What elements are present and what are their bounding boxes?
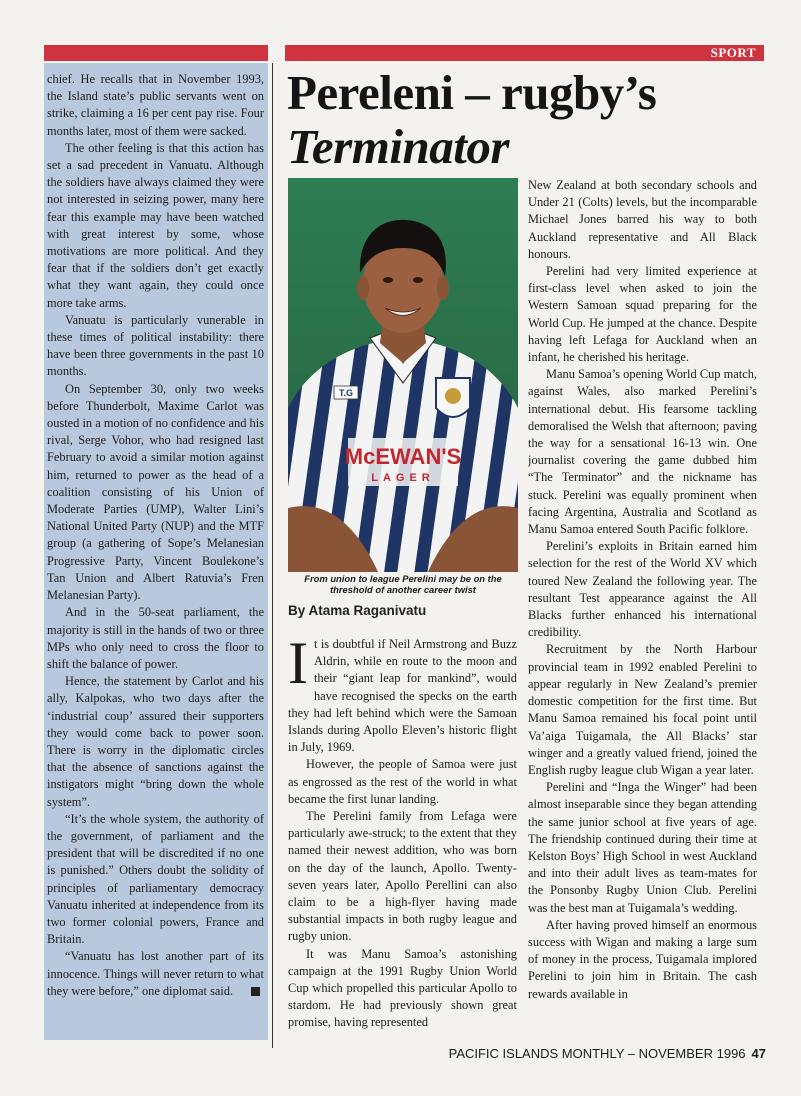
article-paragraph: New Zealand at both secondary schools and Under 21 (Colts) levels, but the incomparable Michael Jones barred his way to both Auckland representative and All Black honours. xyxy=(528,178,757,261)
sidebar-paragraph: The other feeling is that this action has set a sad precedent in Vanuatu. Although the soldiers have always claimed they were not interested in seizing power, many here fear this example may have been watched with great interest by some, whose motivations are more political. And they fear that if the soldiers don’t get exactly what they want again, they could once more take arms. xyxy=(47,140,264,310)
photo-caption: From union to league Perelini may be on the threshold of another career twist xyxy=(304,573,502,595)
article-paragraph: The Perelini family from Lefaga were particularly awe-struck; to the extent that they named their newest addition, who was born on the day of the launch, Apollo. Twenty-seven years later, Apollo Perellini can also claim to be a high-flyer having made substantial impacts in both rugby league and rugby union. xyxy=(288,809,517,944)
headline-line-2: Terminator xyxy=(287,119,509,174)
article-paragraph: Recruitment by the North Harbour provincial team in 1992 enabled Perelini to appear regularly in New Zealand’s premier domestic competition for the first time. But Manu Samoa remained his focal point until Va’aiga Tuigamala, the All Blacks’ star winger and a greatly valued friend, joined the English rugby league club Wigan a year later. xyxy=(528,642,757,777)
article-paragraph: After having proved himself an enormous success with Wigan and making a large sum of money in the process, Tuigamala implored Perelini to join him in Britain. The cash rewards available in xyxy=(528,917,757,1001)
sidebar-paragraph: chief. He recalls that in November 1993, the Island state’s public servants went on strike, claiming a 16 per cent pay rise. Four months later, most of them were sacked. xyxy=(47,72,264,138)
article-paragraph xyxy=(288,636,517,756)
sidebar-paragraph: On September 30, only two weeks before Thunderbolt, Maxime Carlot was ousted in a motion of no confidence and his rival, Serge Vohor, who had resigned last February to avoid a similar motion against him, returned to power as the head of a coalition consisting of his Union of Moderate Parties (UMP), Walter Lini’s National United Party (NUP) and the MTF group (a gathering of Sope’s Melanesian Progressive Party, Vincent Boulekone’s Tan Union and Albert Ratuvia’s Fren Melanesian Party). xyxy=(47,381,264,603)
page-footer xyxy=(440,1046,766,1061)
sidebar-paragraph: Hence, the statement by Carlot and his ally, Kalpokas, who two days after the ‘industrial coup’ assured their supporters they would come back to power soon. There is worry in the diplomatic circles that the absence of sanctions against the instigators might “bring down the whole system”. xyxy=(47,674,264,809)
player-photo xyxy=(288,178,518,572)
drop-cap: I xyxy=(288,636,308,696)
sidebar-paragraph: “It’s the whole system, the authority of the government, of parliament and the president that will be discredited if no one is punished.” Others doubt the solidity of principles of parliamentary democracy Vanuatu inherited at independence from its two former colonial powers, France and Britain. xyxy=(47,811,264,947)
headline-line-1: Pereleni – rugby’s xyxy=(287,65,657,120)
page-number: 47 xyxy=(751,1046,766,1061)
section-label: SPORT xyxy=(710,45,756,60)
jersey-sponsor-text: McEWAN'S xyxy=(344,444,462,469)
footer-publication: PACIFIC ISLANDS MONTHLY – NOVEMBER 1996 xyxy=(448,1046,746,1061)
jersey-sub-text: LAGER xyxy=(371,472,435,484)
article-column-right xyxy=(528,177,757,1047)
article-column-middle xyxy=(288,636,517,1046)
sidebar-article xyxy=(44,63,268,1040)
end-of-article-mark xyxy=(251,987,260,996)
section-header-bar xyxy=(285,45,764,61)
article-paragraph: It was Manu Samoa’s astonishing campaign at the 1991 Rugby Union World Cup which propelled this particular Apollo to stardom. He had previously shown great promise, having represented xyxy=(288,946,517,1030)
article-paragraph: Manu Samoa’s opening World Cup match, against Wales, also marked Perelini’s international debut. His fearsome tackling demoralised the Welsh that afternoon; paving the way for a sensational 16-13 win. One journalist covering the game dubbed him “The Terminator” and the nickname has stuck. Perelini was equally prominent when facing Argentina, Australia and Scotland as Manu Samoa entered South Pacific folklore. xyxy=(528,367,757,537)
article-paragraph: Perelini and “Inga the Winger” had been almost inseparable since they began attending the same junior school at five years of age. The friendship continued during their time at Kelston Boys’ High School in west Auckland and into their adult lives as team-mates for the Ponsonby Rugby Union Club. Perelini was the best man at Tuigamala’s wedding. xyxy=(528,780,757,915)
headline xyxy=(287,66,763,174)
sidebar-paragraph: Vanuatu is particularly vunerable in these times of political instability: there have been three governments in the past 10 months. xyxy=(47,312,264,379)
left-column-rule xyxy=(44,45,268,61)
kit-brand-text: T.G xyxy=(338,388,354,398)
column-divider xyxy=(272,63,273,1048)
article-paragraph: Perelini’s exploits in Britain earned him selection for the rest of the World XV which toured New Zealand the following year. The resultant Test appearance against the All Blacks further enhanced his international credibility. xyxy=(528,539,757,640)
sidebar-paragraph: And in the 50-seat parliament, the majority is still in the hands of two or three MPs who only need to cross the floor to shift the balance of power. xyxy=(47,605,264,671)
article-paragraph-text: t is doubtful if Neil Armstrong and Buzz Aldrin, while en route to the moon and their “giant leap for mankind”, would have recognised the specks on the earth they had left behind which were the Samoan Islands during Apollo Eleven’s historic flight in July, 1969. xyxy=(288,637,517,755)
byline: By Atama Raganivatu xyxy=(288,603,427,618)
sidebar-paragraph-last xyxy=(47,948,264,1000)
article-paragraph: However, the people of Samoa were just as engrossed as the rest of the world in what became the first lunar landing. xyxy=(288,757,517,806)
sidebar-last-text: “Vanuatu has lost another part of its innocence. Things will never return to what they were before,” one diplomat said. xyxy=(47,949,264,998)
article-paragraph: Perelini had very limited experience at first-class level when asked to join the Western Samoan squad preparing for the World Cup. He jumped at the chance. Despite having left Lefaga for Auckland when an infant, he cherished his heritage. xyxy=(528,264,757,365)
player-photo-illustration xyxy=(288,178,518,572)
